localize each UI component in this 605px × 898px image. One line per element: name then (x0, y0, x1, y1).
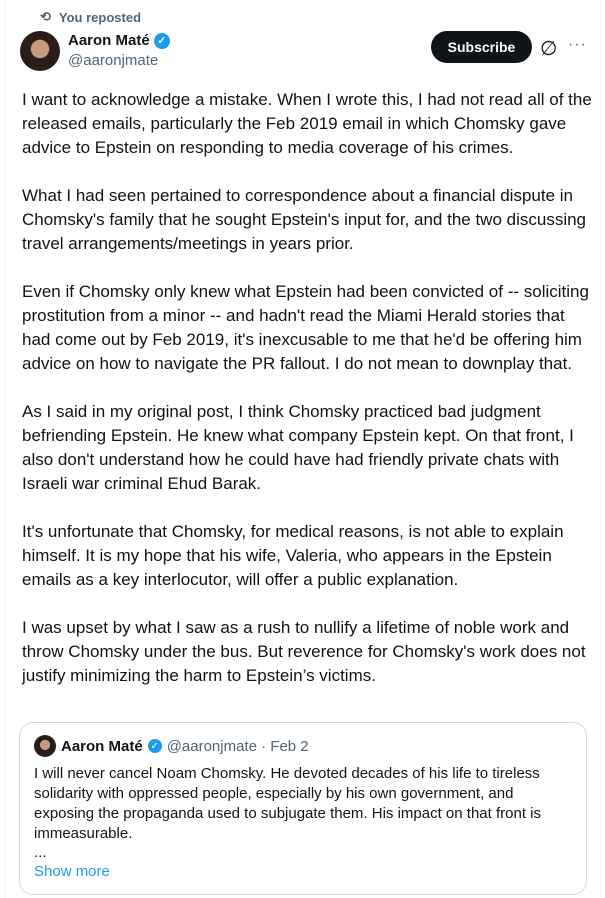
author-name[interactable]: Aaron Maté (68, 32, 150, 49)
quoted-tweet-header (34, 735, 309, 757)
grok-icon[interactable]: ∅ (540, 38, 558, 60)
verified-badge-icon: ✓ (154, 33, 170, 49)
quoted-ellipsis: ... (34, 844, 47, 861)
more-options-icon[interactable]: ··· (568, 36, 587, 53)
quoted-text: I will never cancel Noam Chomsky. He devoted decades of his life to tireless solidarity with oppressed people, especially by his own government, and exposing the propaganda used to subjugate them. His impact on that front is immeasurable. (34, 765, 541, 842)
show-more-link[interactable]: Show more (34, 863, 110, 880)
paragraph: As I said in my original post, I think Chomsky practiced bad judgment befriending Epstein. He knew what company Epstein kept. On that front, I also don't understand how he could have had friendly private chats with Israeli war criminal Ehud Barak. (22, 402, 574, 493)
repost-indicator (40, 9, 141, 25)
verified-badge-icon: ✓ (148, 739, 162, 753)
paragraph: Even if Chomsky only knew what Epstein had been convicted of -- soliciting prostitution from a minor -- and hadn't read the Miami Herald stories that had come out by Feb 2019, it's inexcusable to me that he'd be offering him advice on how to navigate the PR fallout. I do not mean to downplay that. (22, 282, 589, 373)
quoted-author-name: Aaron Maté (61, 737, 143, 755)
author-handle[interactable]: @aaronjmate (68, 52, 159, 69)
tweet-text (22, 88, 592, 712)
quoted-meta: @aaronjmate · Feb 2 (166, 737, 309, 755)
author-name-row[interactable] (68, 32, 170, 49)
paragraph: I was upset by what I saw as a rush to nullify a lifetime of noble work and throw Chomsky under the bus. But reverence for Chomsky's work does not justify minimizing the harm to Epstein’s victims. (22, 618, 586, 685)
subscribe-button[interactable]: Subscribe (431, 31, 532, 63)
paragraph: I want to acknowledge a mistake. When I wrote this, I had not read all of the released emails, particularly the Feb 2019 email in which Chomsky gave advice to Epstein on responding to media coverage of his crimes. (22, 90, 592, 157)
quoted-tweet[interactable] (19, 722, 587, 895)
avatar[interactable] (20, 31, 60, 71)
repost-icon: ⟲ (40, 9, 51, 24)
paragraph: It's unfortunate that Chomsky, for medical reasons, is not able to explain himself. It is my hope that his wife, Valeria, who appears in the Epstein emails as a key interlocutor, will offer a public explanation. (22, 522, 564, 589)
repost-label: You reposted (58, 9, 142, 25)
paragraph: What I had seen pertained to correspondence about a financial dispute in Chomsky's family that he sought Epstein's input for, and the two discussing travel arrangements/meetings in years prior. (22, 186, 587, 253)
quoted-avatar (34, 735, 56, 757)
